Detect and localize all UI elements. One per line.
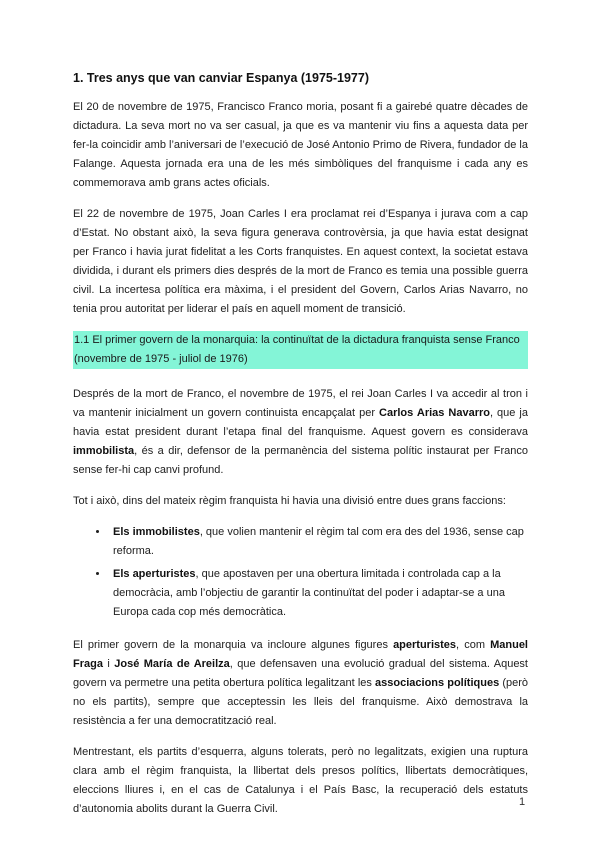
text-run: i [102,658,115,670]
section-heading: 1. Tres anys que van canviar Espanya (1975-1977) [73,71,370,85]
subsection-heading: 1.1 El primer govern de la monarquia: la continuïtat de la dictadura franquista sense Franco (novembre de 1975 - juliol de 1976) [73,331,528,369]
paragraph-factions-intro: Tot i això, dins del mateix règim franquista hi havia una divisió entre dues grans faccions: [73,495,506,507]
paragraph-aperturistes [73,636,528,731]
text-run: , que defensaven una evolució gradual del sistema. Aquest govern va permetre una petita obertura política legalitzant les [73,658,528,689]
text-run: El primer govern de la monarquia va incloure algunes figures [73,639,394,651]
list-item [109,523,528,561]
bold-term: Els immobilistes [113,526,200,538]
page-content [73,68,528,831]
page-number: 1 [519,796,526,808]
bold-term: Manuel Fraga [73,639,528,670]
text-run: , és a dir, defensor de la permanència del sistema polític instaurat per Franco sense fer-hi cap canvi profund. [73,445,528,476]
paragraph-left-parties: Mentrestant, els partits d’esquerra, alguns tolerats, però no legalitzats, exigien una ruptura clara amb el règim franquista, la llibertat dels presos polítics, llibertats democràtiques, eleccions lliures i, en el cas de Catalunya i el País Basc, la recuperació dels estatuts d’autonomia abolits durant la Guerra Civil. [73,746,528,815]
text-run: , que volien mantenir el règim tal com era des del 1936, sense cap reforma. [113,526,524,557]
bold-term: associacions polítiques [375,677,500,689]
bold-term: Els aperturistes [113,568,196,580]
text-run: , com [456,639,491,651]
bold-term: aperturistes [393,639,457,651]
factions-list [73,523,528,622]
paragraph-franco-death: El 20 de novembre de 1975, Francisco Franco moria, posant fi a gairebé quatre dècades de dictadura. La seva mort no va ser casual, ja que es va mantenir viu fins a aquesta data per fer-la coincidir amb l’aniversari de l’execució de José Antonio Primo de Rivera, fundador de la Falange. Aquesta jornada era una de les més simbòliques del franquisme i cada any es commemorava amb grans actes oficials. [73,101,528,189]
text-run: (però no els partits), sempre que acceptessin les lleis del franquisme. Això demostrava la resistència a fer una democratització real. [73,677,529,727]
bold-term: Carlos Arias Navarro [379,407,490,419]
text-run: , que apostaven per una obertura limitada i controlada cap a la democràcia, amb l’objectiu de garantir la continuïtat del poder i adaptar-se a una Europa cada cop més democràtica. [113,568,505,618]
paragraph-first-government [73,385,528,480]
bold-term: José María de Areilza [114,658,230,670]
text-run: Després de la mort de Franco, el novembre de 1975, el rei Joan Carles I va accedir al tron i va mantenir inicialment un govern continuista encapçalat per [73,388,528,419]
bold-term: immobilista [73,445,135,457]
list-item [109,565,528,622]
text-run: , que ja havia estat president durant l’etapa final del franquisme. Aquest govern es considerava [73,407,528,438]
paragraph-king-proclamation: El 22 de novembre de 1975, Joan Carles I era proclamat rei d’Espanya i jurava com a cap d’Estat. No obstant això, la seva figura generava controvèrsia, ja que havia estat designat per Franco i havia jurat fidelitat a les Corts franquistes. En aquest context, la societat estava dividida, i durant els primers dies després de la mort de Franco es temia una possible guerra civil. La incertesa política era màxima, i el president del Govern, Carlos Arias Navarro, no tenia prou autoritat per liderar el país en aquell moment de transició. [73,208,528,315]
